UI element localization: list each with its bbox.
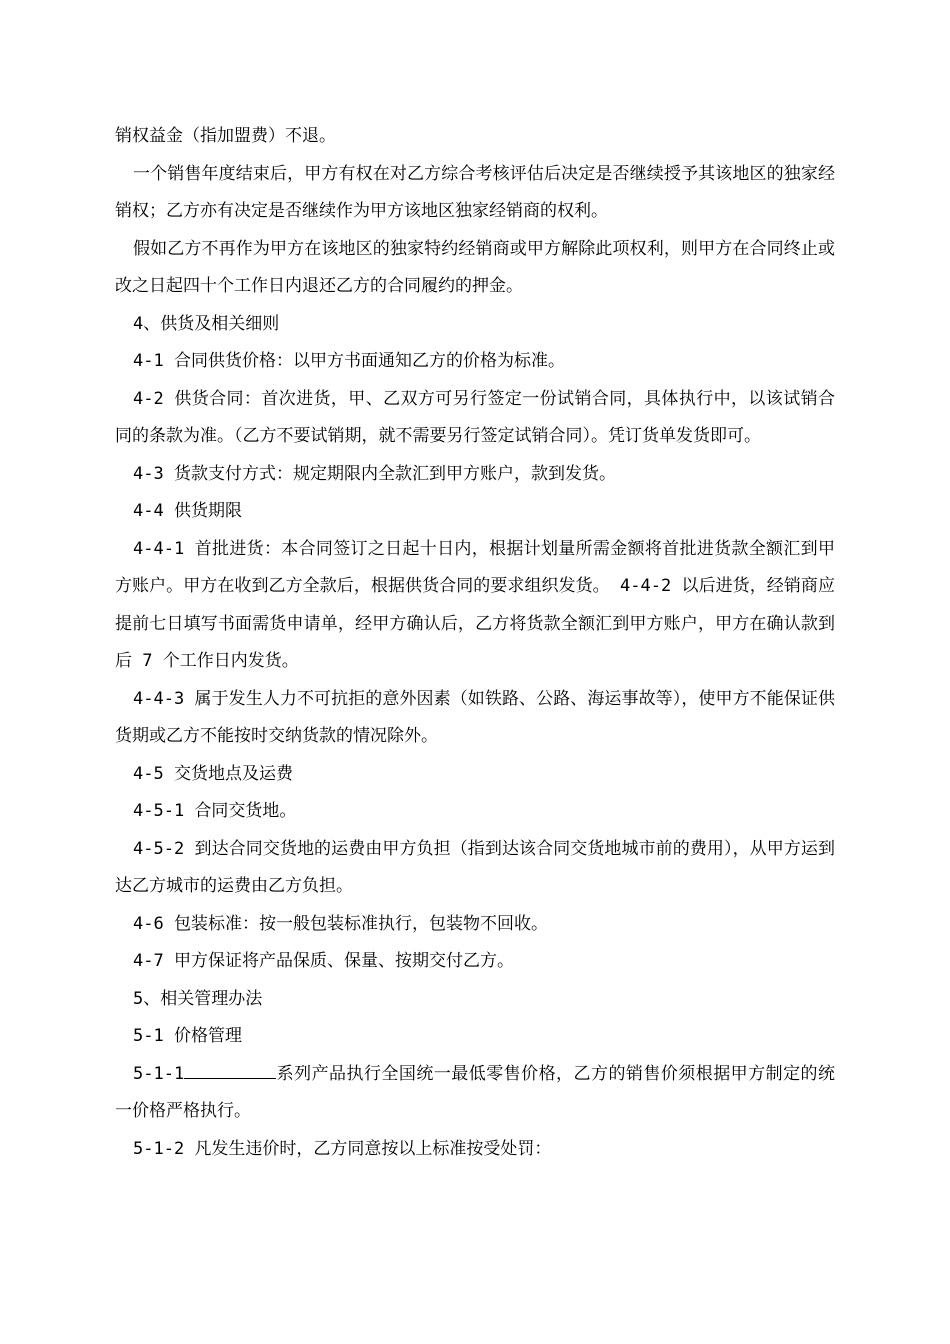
clause-4-3: 4-3 货款支付方式：规定期限内全款汇到甲方账户，款到发货。 (133, 463, 616, 484)
clause-4-4-1: 4-4-1 首批进货：本合同签订之日起十日内，根据计划量所需金额将首批进货款全额汇到甲方账户。甲方在收到乙方全款后，根据供货合同的要求组织发货。 4-4-2 以后进货，经销商应提前七日填写书面需货申请单，经甲方确认后，乙方将货款全额汇到甲方账户，甲方在确认款到后 7 个工作日内发货。 (115, 538, 835, 671)
section-heading-5: 5、相关管理办法 (133, 988, 263, 1009)
clause-4-4-3: 4-4-3 属于发生人力不可抗拒的意外因素（如铁路、公路、海运事故等），使甲方不能保证供货期或乙方不能按时交纳货款的情况除外。 (115, 688, 835, 746)
fill-in-blank[interactable] (184, 1060, 276, 1079)
clause-5-1-1 (115, 1056, 835, 1131)
clause-5-1-1-number: 5-1-1 (133, 1063, 185, 1084)
section-heading-4: 4、供货及相关细则 (133, 313, 280, 334)
clause-4-5-2: 4-5-2 到达合同交货地的运费由甲方负担（指到达该合同交货地城市前的费用），从甲方运到达乙方城市的运费由乙方负担。 (115, 838, 835, 896)
clause-5-1-2: 5-1-2 凡发生违价时，乙方同意按以上标准按受处罚： (133, 1138, 552, 1159)
clause-4-1: 4-1 合同供货价格：以甲方书面通知乙方的价格为标准。 (133, 351, 565, 371)
clause-4-5-1: 4-5-1 合同交货地。 (133, 801, 297, 821)
paragraph-renewal: 一个销售年度结束后，甲方有权在对乙方综合考核评估后决定是否继续授予其该地区的独家经销权；乙方亦有决定是否继续作为甲方该地区独家经销商的权利。 (115, 163, 835, 221)
paragraph-continuation: 销权益金（指加盟费）不退。 (115, 126, 336, 146)
clause-4-6: 4-6 包装标准：按一般包装标准执行，包装物不回收。 (133, 913, 548, 934)
document-body (115, 118, 835, 1168)
paragraph-termination: 假如乙方不再作为甲方在该地区的独家特约经销商或甲方解除此项权利，则甲方在合同终止或改之日起四十个工作日内退还乙方的合同履约的押金。 (115, 238, 835, 296)
clause-4-2: 4-2 供货合同：首次进货，甲、乙双方可另行签定一份试销合同，具体执行中，以该试销合同的条款为准。（乙方不要试销期，就不需要另行签定试销合同）。凭订货单发货即可。 (115, 388, 835, 446)
clause-5-1: 5-1 价格管理 (133, 1026, 242, 1046)
clause-4-4: 4-4 供货期限 (133, 501, 242, 521)
clause-4-5: 4-5 交货地点及运费 (133, 763, 293, 784)
clause-5-1-1-text: 系列产品执行全国统一最低零售价格，乙方的销售价须根据甲方制定的统一价格严格执行。 (115, 1063, 835, 1121)
clause-4-7: 4-7 甲方保证将产品保质、保量、按期交付乙方。 (133, 951, 514, 971)
